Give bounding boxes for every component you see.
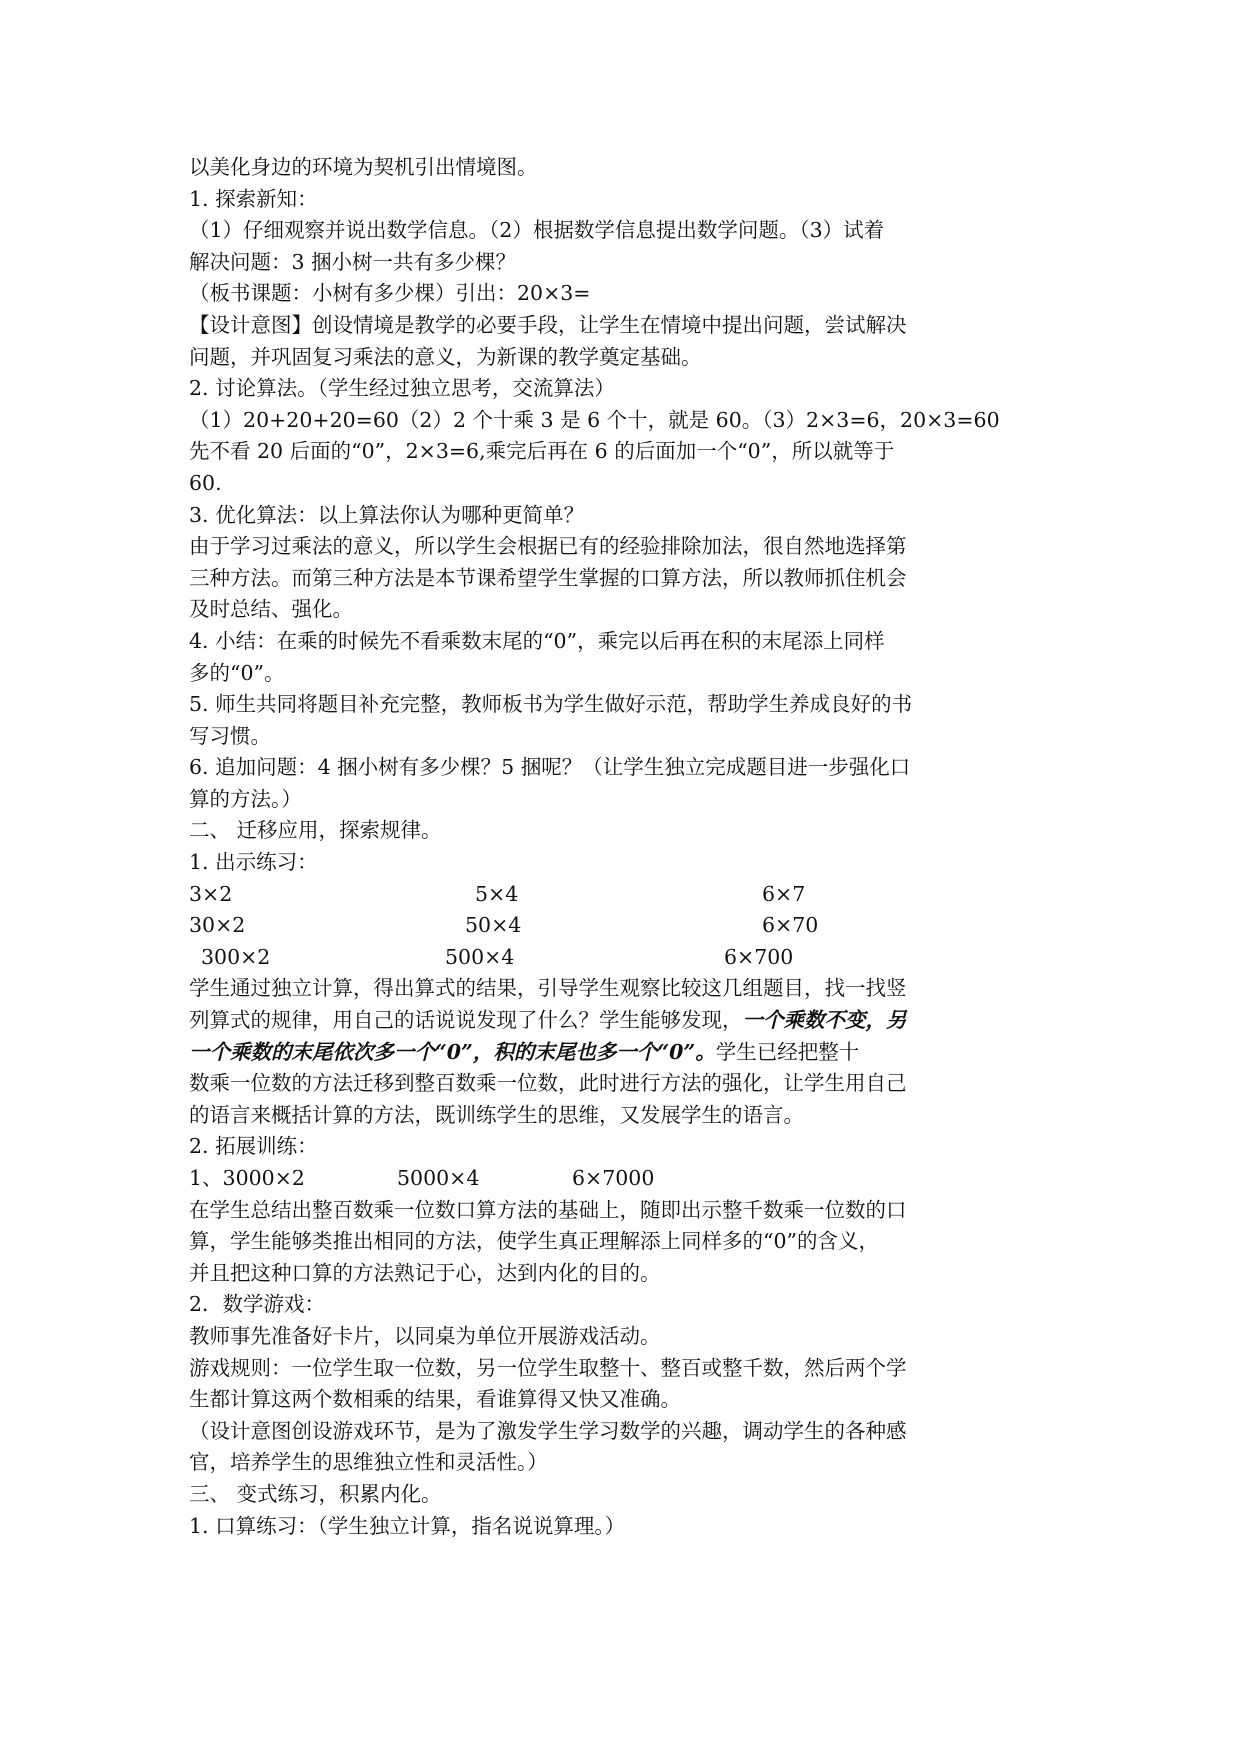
text-line: 三种方法。而第三种方法是本节课希望学生掌握的口算方法，所以教师抓住机会 xyxy=(189,565,907,590)
text-line: 数乘一位数的方法迁移到整百数乘一位数，此时进行方法的强化，让学生用自己 xyxy=(189,1071,907,1096)
text-line: 在学生总结出整百数乘一位数口算方法的基础上，随即出示整千数乘一位数的口 xyxy=(189,1197,907,1222)
text-line: （板书课题：小树有多少棵）引出：20×3= xyxy=(189,281,591,306)
exercise-row xyxy=(189,910,1059,942)
text-line: （1）20+20+20=60（2）2 个十乘 3 是 6 个十，就是 60。（3）2×3=6，20×3=60 xyxy=(189,407,1000,432)
emphasized-text: 一个乘数的末尾依次多一个“0”，积的末尾也多一个“0”。 xyxy=(189,1039,716,1064)
chapter-heading: 二、 迁移应用，探索规律。 xyxy=(189,818,442,843)
exercise-item: 6×7 xyxy=(762,881,806,906)
section-heading: 1. 探索新知： xyxy=(189,186,318,211)
chapter-heading: 三、 变式练习，积累内化。 xyxy=(189,1481,442,1506)
text-line: 解决问题：3 捆小树一共有多少棵？ xyxy=(189,249,517,274)
text-line: 60. xyxy=(189,470,222,495)
exercise-item: 3×2 xyxy=(189,881,233,906)
text-line: 并且把这种口算的方法熟记于心，达到内化的目的。 xyxy=(189,1260,661,1285)
extension-item: 5000×4 xyxy=(397,1166,480,1190)
text-line: 多的“0”。 xyxy=(189,660,285,685)
section-heading: 1. 口算练习：（学生独立计算，指名说说算理。） xyxy=(189,1513,626,1538)
emphasized-text: 一个乘数不变，另 xyxy=(742,1008,907,1033)
text-line: （1）仔细观察并说出数学信息。（2）根据数学信息提出数学问题。（3）试着 xyxy=(189,218,885,243)
text-line: 写习惯。 xyxy=(189,723,271,748)
exercise-item: 300×2 xyxy=(201,944,271,969)
extension-item: 1、3000×2 xyxy=(189,1166,305,1190)
exercise-item: 6×70 xyxy=(762,913,819,938)
section-heading: 4. 小结：在乘的时候先不看乘数末尾的“0”，乘完以后再在积的末尾添上同样 xyxy=(189,628,885,653)
section-heading: 6. 追加问题：4 捆小树有多少棵？5 捆呢？（让学生独立完成题目进一步强化口 xyxy=(189,755,911,780)
section-heading: 3. 优化算法：以上算法你认为哪种更简单？ xyxy=(189,502,585,527)
text-line: 及时总结、强化。 xyxy=(189,597,353,622)
text-line xyxy=(189,1005,1059,1037)
text-line: 游戏规则：一位学生取一位数，另一位学生取整十、整百或整千数，然后两个学 xyxy=(189,1355,907,1380)
text-line: 算，学生能够类推出相同的方法，使学生真正理解添上同样多的“0”的含义， xyxy=(189,1229,880,1254)
exercise-item: 5×4 xyxy=(475,881,519,906)
text-line: 先不看 20 后面的“0”，2×3=6,乘完后再在 6 的后面加一个“0”，所以就等于 xyxy=(189,439,895,464)
text-line: 由于学习过乘法的意义，所以学生会根据已有的经验排除加法，很自然地选择第 xyxy=(189,534,907,559)
extension-item: 6×7000 xyxy=(572,1166,655,1190)
section-heading: 5. 师生共同将题目补充完整，教师板书为学生做好示范，帮助学生养成良好的书 xyxy=(189,692,913,717)
text-run: 学生已经把整十 xyxy=(715,1039,860,1064)
section-heading: 2. 拓展训练： xyxy=(189,1134,318,1159)
extension-row xyxy=(189,1163,1059,1195)
document-page xyxy=(189,152,1059,1542)
text-run: 列算式的规律，用自己的话说说发现了什么？学生能够发现， xyxy=(189,1008,743,1033)
exercise-item: 50×4 xyxy=(465,913,522,938)
exercise-row xyxy=(189,942,1059,974)
text-line xyxy=(189,1037,1059,1069)
text-line: （设计意图创设游戏环节，是为了激发学生学习数学的兴趣，调动学生的各种感 xyxy=(189,1418,907,1443)
text-line: 教师事先准备好卡片，以同桌为单位开展游戏活动。 xyxy=(189,1323,661,1348)
text-line: 的语言来概括计算的方法，既训练学生的思维，又发展学生的语言。 xyxy=(189,1102,804,1127)
exercise-item: 6×700 xyxy=(724,944,794,969)
exercise-item: 30×2 xyxy=(189,913,246,938)
section-heading: 1. 出示练习： xyxy=(189,850,318,875)
design-intent-line: 【设计意图】创设情境是教学的必要手段，让学生在情境中提出问题，尝试解决 xyxy=(189,312,907,337)
section-heading: 2. 讨论算法。（学生经过独立思考，交流算法） xyxy=(189,376,615,401)
text-line: 官，培养学生的思维独立性和灵活性。） xyxy=(189,1450,548,1475)
text-line: 学生通过独立计算，得出算式的结果，引导学生观察比较这几组题目，找一找竖 xyxy=(189,976,907,1001)
section-heading: 2．数学游戏： xyxy=(189,1292,326,1317)
text-line: 问题，并巩固复习乘法的意义，为新课的教学奠定基础。 xyxy=(189,344,702,369)
text-line: 算的方法。） xyxy=(189,786,302,811)
text-line: 以美化身边的环境为契机引出情境图。 xyxy=(189,155,538,179)
exercise-row xyxy=(189,879,1059,911)
text-line: 生都计算这两个数相乘的结果，看谁算得又快又准确。 xyxy=(189,1387,681,1412)
exercise-item: 500×4 xyxy=(445,944,515,969)
